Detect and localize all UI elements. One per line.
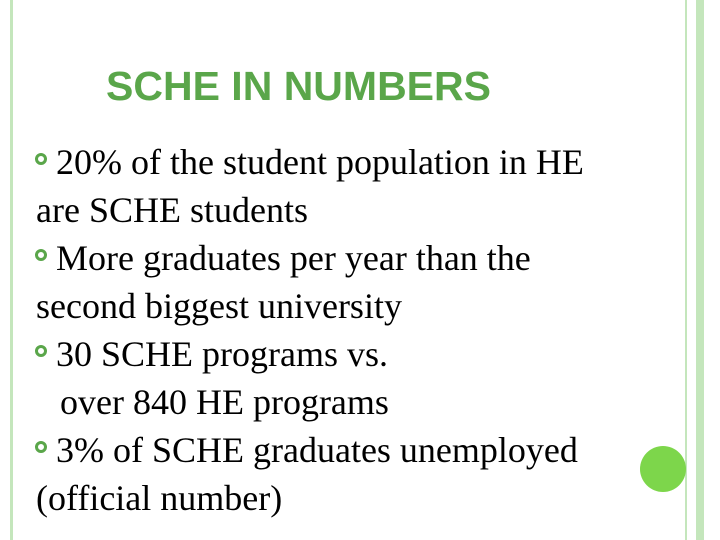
bullet-item (0, 234, 685, 282)
bullet-circle-icon (35, 345, 47, 357)
bullet-continuation (0, 474, 685, 522)
bullet-text: 30 SCHE programs vs. (56, 334, 388, 374)
right-frame-bar (696, 0, 704, 540)
bullet-text-continued: second biggest university (36, 286, 402, 326)
bullet-list (0, 138, 685, 522)
decorative-circle (640, 446, 686, 492)
bullet-item (0, 426, 685, 474)
bullet-text: More graduates per year than the (56, 238, 531, 278)
bullet-text: 3% of SCHE graduates unemployed (56, 430, 578, 470)
bullet-circle-icon (35, 441, 47, 453)
bullet-continuation (0, 186, 685, 234)
bullet-item (0, 138, 685, 186)
right-frame-line (685, 0, 687, 540)
bullet-text-continued: are SCHE students (36, 190, 308, 230)
bullet-text-continued: (official number) (36, 478, 283, 518)
bullet-text: 20% of the student population in HE (56, 142, 584, 182)
slide-title: SCHE IN NUMBERS (106, 63, 491, 109)
bullet-circle-icon (35, 153, 47, 165)
bullet-item (0, 330, 685, 378)
bullet-continuation (0, 282, 685, 330)
bullet-text-continued: over 840 HE programs (60, 382, 389, 422)
bullet-circle-icon (35, 249, 47, 261)
bullet-continuation (0, 378, 685, 426)
